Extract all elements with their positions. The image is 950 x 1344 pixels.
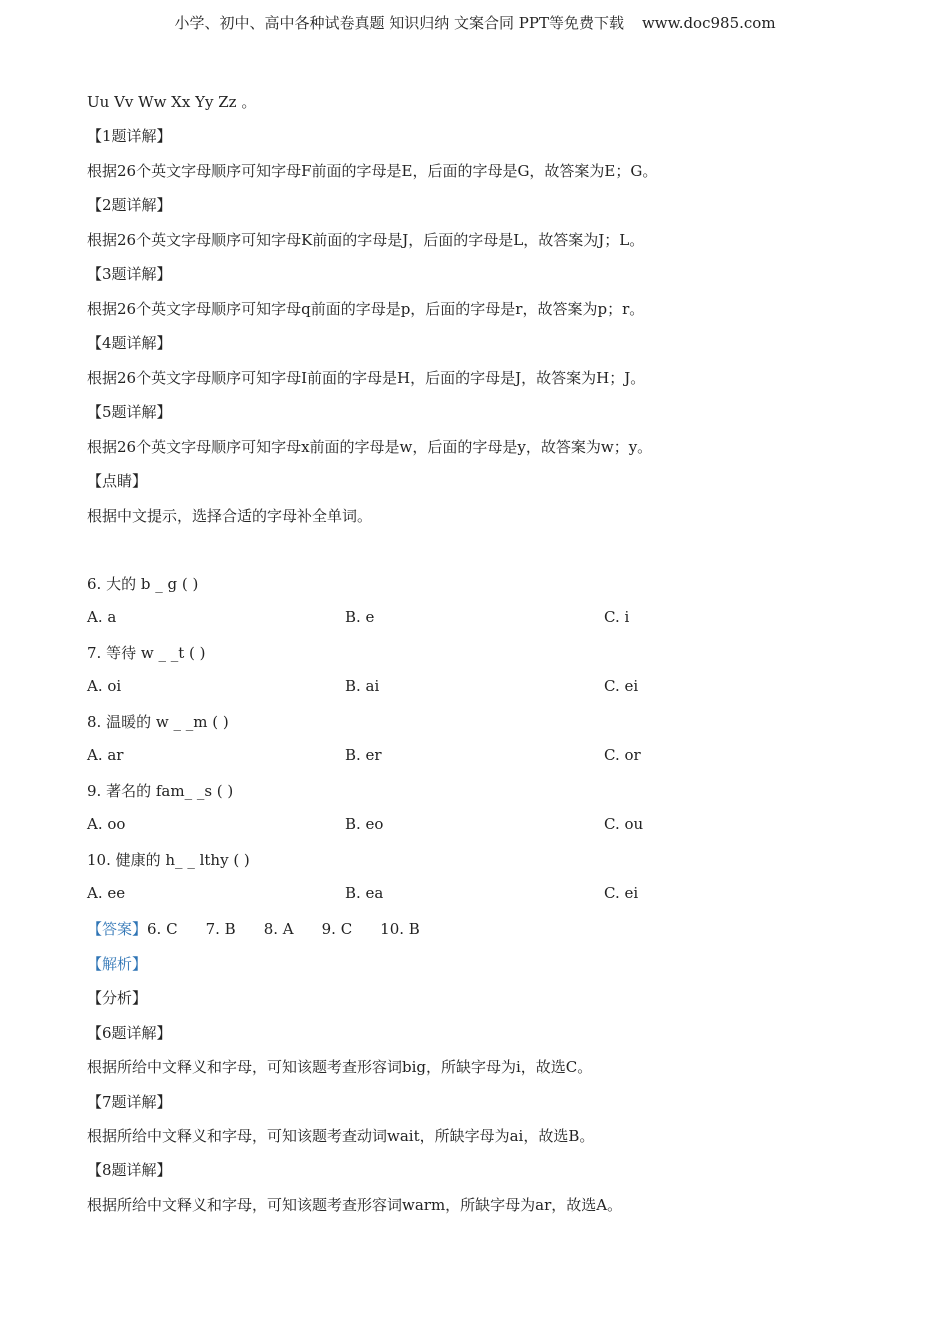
answer-item: 7. B (205, 920, 236, 938)
option-b: B. eo (345, 815, 384, 833)
explanation-text: 根据所给中文释义和字母，可知该题考查形容词warm，所缺字母为ar，故选A。 (87, 1196, 623, 1214)
answer-line (87, 918, 448, 939)
page-header (0, 12, 950, 33)
option-a: A. a (87, 608, 117, 626)
option-a: A. oo (87, 815, 126, 833)
explanation-text: 根据26个英文字母顺序可知字母x前面的字母是w，后面的字母是y，故答案为w；y。 (87, 438, 653, 456)
option-a: A. oi (87, 677, 122, 695)
explanation-text: 根据26个英文字母顺序可知字母q前面的字母是p，后面的字母是r，故答案为p；r。 (87, 300, 645, 318)
option-c: C. ou (604, 815, 644, 833)
section-heading: 【5题详解】 (87, 403, 172, 421)
option-b: B. ai (345, 677, 380, 695)
answer-item: 10. B (380, 920, 420, 938)
answer-item: 9. C (321, 920, 353, 938)
answer-item: 8. A (263, 920, 294, 938)
explanation-text: 根据26个英文字母顺序可知字母F前面的字母是E，后面的字母是G，故答案为E；G。 (87, 162, 658, 180)
section-heading: 【4题详解】 (87, 334, 172, 352)
section-heading: 【分析】 (87, 989, 148, 1007)
section-heading: 【8题详解】 (87, 1161, 172, 1179)
option-c: C. ei (604, 884, 639, 902)
explanation-text: 根据26个英文字母顺序可知字母K前面的字母是J，后面的字母是L，故答案为J；L。 (87, 231, 645, 249)
option-c: C. or (604, 746, 641, 764)
explanation-text: 根据26个英文字母顺序可知字母I前面的字母是H，后面的字母是J，故答案为H；J。 (87, 369, 646, 387)
option-a: A. ee (87, 884, 126, 902)
explanation-text: 根据所给中文释义和字母，可知该题考查形容词big，所缺字母为i，故选C。 (87, 1058, 593, 1076)
option-c: C. ei (604, 677, 639, 695)
question-stem: 6. 大的 b _ g ( ) (87, 575, 199, 593)
question-stem: 8. 温暖的 w _ _m ( ) (87, 713, 229, 731)
question-stem: 10. 健康的 h_ _ lthy ( ) (87, 851, 250, 869)
section-heading: 【1题详解】 (87, 127, 172, 145)
section-heading: 【6题详解】 (87, 1024, 172, 1042)
question-stem: 9. 著名的 fam_ _s ( ) (87, 782, 234, 800)
header-text: 小学、初中、高中各种试卷真题 知识归纳 文案合同 PPT等免费下载 (174, 14, 624, 32)
section-heading: 【点睛】 (87, 472, 148, 490)
option-b: B. ea (345, 884, 384, 902)
option-a: A. ar (87, 746, 124, 764)
instruction-text: 根据中文提示，选择合适的字母补全单词。 (87, 507, 373, 525)
explanation-text: 根据所给中文释义和字母，可知该题考查动词wait，所缺字母为ai，故选B。 (87, 1127, 595, 1145)
section-heading: 【3题详解】 (87, 265, 172, 283)
analysis-label: 【解析】 (87, 955, 148, 973)
section-heading: 【2题详解】 (87, 196, 172, 214)
option-b: B. e (345, 608, 375, 626)
question-stem: 7. 等待 w _ _t ( ) (87, 644, 206, 662)
option-b: B. er (345, 746, 382, 764)
section-heading: 【7题详解】 (87, 1093, 172, 1111)
option-c: C. i (604, 608, 630, 626)
alphabet-line: Uu Vv Ww Xx Yy Zz 。 (87, 93, 257, 111)
answer-label: 【答案】 (87, 920, 148, 938)
answer-item: 6. C (147, 920, 178, 938)
header-url: www.doc985.com (641, 14, 776, 32)
